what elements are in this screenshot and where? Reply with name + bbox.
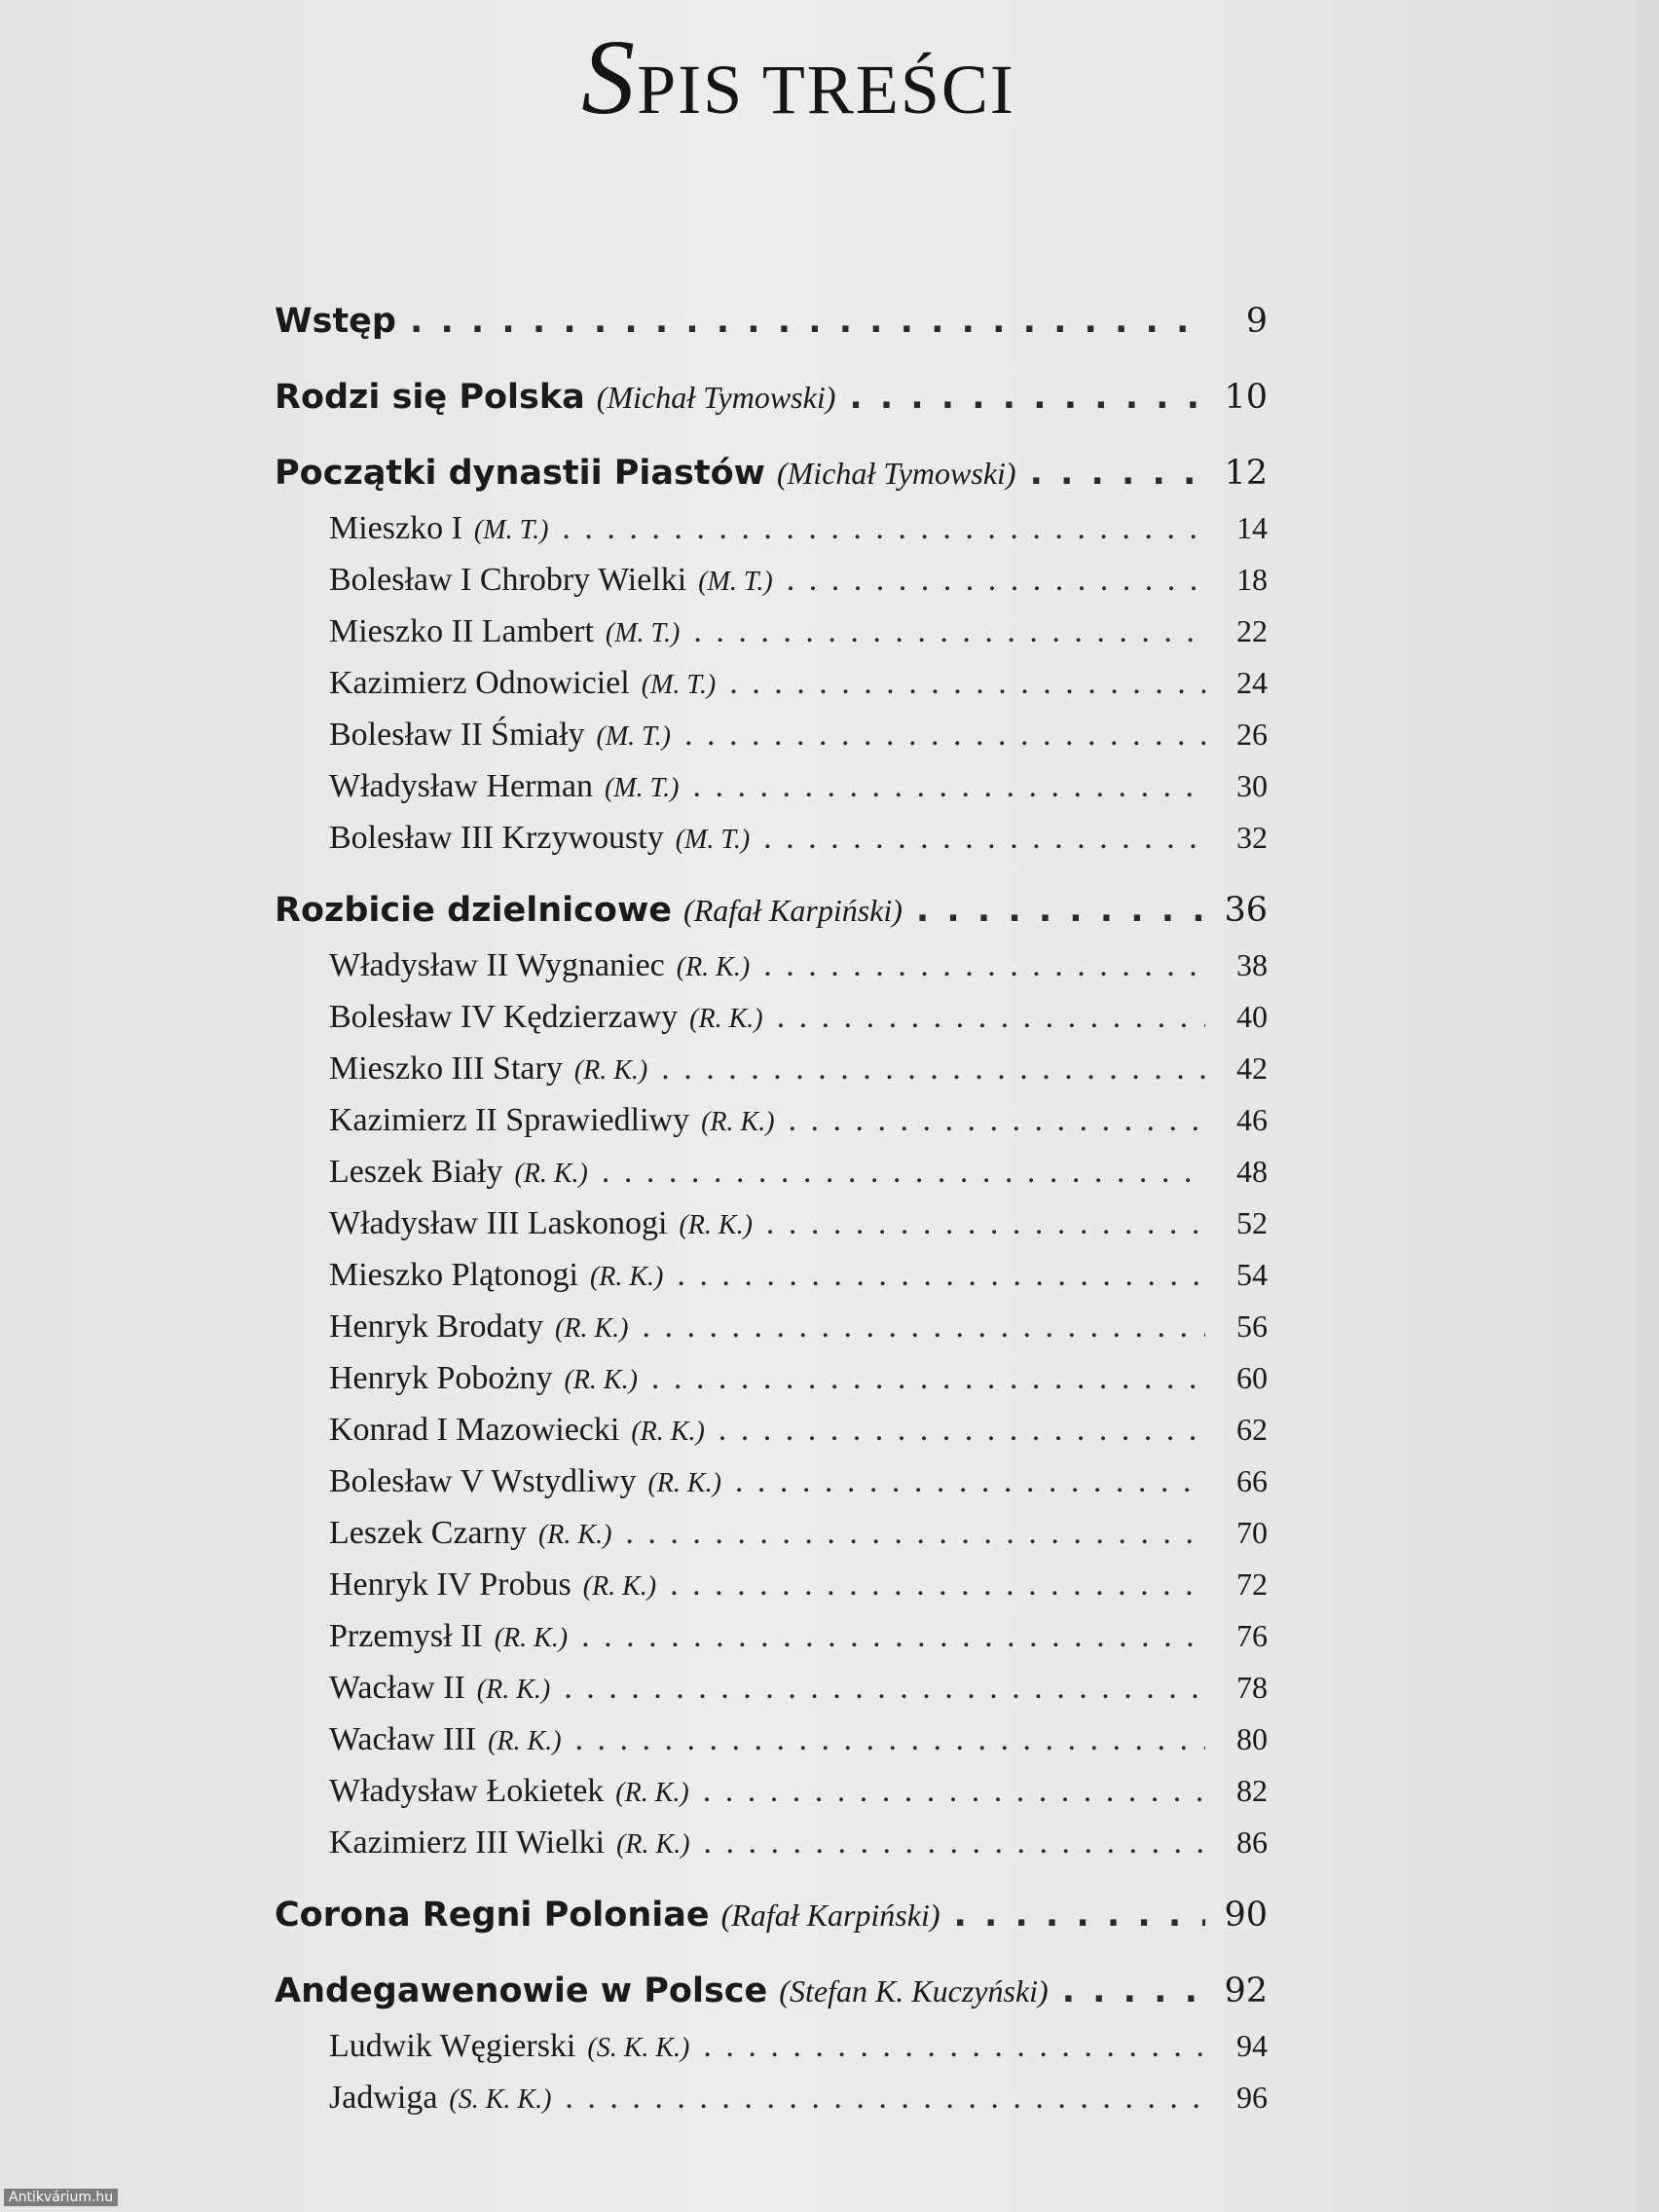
toc-entry-author: (Michał Tymowski): [596, 380, 836, 415]
toc-entry-author: (R. K.): [615, 1778, 689, 1808]
toc-entry-author: (M. T.): [605, 618, 681, 648]
dot-leader: [703, 1765, 1205, 1817]
toc-entry-title: Władysław III Laskonogi: [329, 1205, 668, 1241]
toc-entry-author: (R. K.): [514, 1159, 588, 1189]
toc-entry-title: Wacław II: [329, 1670, 465, 1706]
toc-entry-title: Mieszko II Lambert: [329, 613, 594, 649]
toc-page-number: 30: [1236, 768, 1268, 803]
toc-entry-author: (R. K.): [573, 1055, 648, 1086]
toc-entry-title: Mieszko III Stary: [329, 1051, 563, 1087]
toc-subentry-row: [275, 1507, 1268, 1559]
dot-leader: [763, 940, 1205, 991]
page-title: [0, 18, 1597, 136]
toc-entry-author: (M. T.): [604, 773, 680, 803]
toc-chapter-row: [275, 1962, 1268, 2020]
dot-leader: [677, 1249, 1205, 1301]
toc-page-number: 42: [1236, 1051, 1268, 1086]
title-rest: PIS TREŚCI: [637, 51, 1015, 129]
toc-subentry-row: [275, 1094, 1268, 1146]
dot-leader: [777, 991, 1205, 1043]
dot-leader: [1062, 1962, 1205, 2020]
title-initial: S: [581, 18, 638, 136]
toc-entry-author: (R. K.): [616, 1829, 690, 1860]
toc-subentry-row: [275, 2020, 1268, 2072]
toc-page-number: 92: [1224, 1972, 1268, 2010]
toc-entry-title: Kazimierz Odnowiciel: [329, 665, 630, 701]
dot-leader: [789, 1094, 1205, 1146]
toc-entry-title: Początki dynastii Piastów: [275, 454, 765, 493]
toc-entry-title: Mieszko Plątonogi: [329, 1257, 578, 1293]
toc-entry-author: (R. K.): [589, 1262, 664, 1292]
toc-entry-author: (R. K.): [689, 1004, 763, 1034]
toc-page-number: 48: [1236, 1154, 1268, 1189]
toc-entry-author: (R. K.): [555, 1313, 629, 1344]
dot-leader: [763, 812, 1205, 864]
toc-page-number: 52: [1236, 1205, 1268, 1240]
toc-page-number: 76: [1236, 1618, 1268, 1653]
toc-page-number: 96: [1236, 2080, 1268, 2115]
toc-page-number: 54: [1236, 1257, 1268, 1292]
toc-entry-author: (Rafał Karpiński): [683, 893, 903, 928]
toc-entry-author: (R. K.): [476, 1675, 551, 1705]
toc-entry-title: Kazimierz II Sprawiedliwy: [329, 1102, 690, 1138]
dot-leader: [651, 1352, 1205, 1404]
dot-leader: [625, 1507, 1205, 1559]
toc-page-number: 72: [1236, 1567, 1268, 1602]
toc-entry-author: (M. T.): [698, 567, 773, 597]
dot-leader: [410, 292, 1205, 350]
toc-entry-title: Corona Regni Poloniae: [275, 1896, 710, 1935]
toc-page-number: 80: [1236, 1721, 1268, 1756]
toc-subentry-row: [275, 657, 1268, 709]
toc-subentry-row: [275, 1352, 1268, 1404]
dot-leader: [849, 368, 1205, 426]
toc-chapter-row: [275, 444, 1268, 502]
toc-entry-author: (M. T.): [641, 670, 717, 700]
toc-subentry-row: [275, 554, 1268, 606]
toc-page-number: 82: [1236, 1773, 1268, 1808]
dot-leader: [693, 606, 1205, 657]
toc-entry-title: Wacław III: [329, 1721, 477, 1757]
dot-leader: [581, 1610, 1205, 1662]
toc-page-number: 40: [1236, 999, 1268, 1034]
dot-leader: [575, 1714, 1205, 1765]
toc-entry-title: Bolesław IV Kędzierzawy: [329, 999, 679, 1035]
dot-leader: [704, 1817, 1205, 1868]
toc-page-number: 62: [1236, 1412, 1268, 1447]
toc-entry-title: Ludwik Węgierski: [329, 2028, 576, 2064]
dot-leader: [564, 1662, 1205, 1714]
dot-leader: [562, 502, 1205, 554]
toc-entry-title: Leszek Biały: [329, 1154, 503, 1190]
dot-leader: [735, 1456, 1205, 1507]
toc-page-number: 36: [1224, 891, 1268, 930]
toc-entry-author: (M. T.): [675, 825, 751, 855]
dot-leader: [787, 554, 1205, 606]
toc-chapter-row: [275, 368, 1268, 426]
toc-entry-title: Rozbicie dzielnicowe: [275, 891, 673, 930]
toc-subentry-row: [275, 1765, 1268, 1817]
toc-page-number: 46: [1236, 1102, 1268, 1137]
dot-leader: [684, 709, 1205, 760]
toc-page-number: 22: [1236, 613, 1268, 648]
toc-page-number: 32: [1236, 820, 1268, 855]
toc-entry-title: Władysław Herman: [329, 768, 593, 804]
toc-page-number: 70: [1236, 1515, 1268, 1550]
toc-entry-title: Bolesław V Wstydliwy: [329, 1463, 637, 1499]
toc-entry-author: (R. K.): [537, 1520, 612, 1550]
toc-chapter-row: [275, 881, 1268, 940]
toc-entry-author: (R. K.): [679, 1210, 753, 1240]
toc-subentry-row: [275, 502, 1268, 554]
toc-page-number: 90: [1224, 1896, 1268, 1935]
toc-entry-title: Konrad I Mazowiecki: [329, 1412, 620, 1448]
toc-subentry-row: [275, 606, 1268, 657]
dot-leader: [692, 760, 1205, 812]
dot-leader: [661, 1043, 1205, 1094]
toc-subentry-row: [275, 1301, 1268, 1352]
toc-subentry-row: [275, 2072, 1268, 2123]
dot-leader: [642, 1301, 1205, 1352]
toc-entry-author: (Stefan K. Kuczyński): [779, 1973, 1049, 2009]
toc-page-number: 86: [1236, 1825, 1268, 1860]
toc-entry-title: Rodzi się Polska: [275, 378, 585, 417]
toc-page-number: 66: [1236, 1463, 1268, 1498]
toc-subentry-row: [275, 1146, 1268, 1198]
toc-subentry-row: [275, 1043, 1268, 1094]
toc-entry-author: (Rafał Karpiński): [720, 1898, 940, 1933]
dot-leader: [719, 1404, 1205, 1456]
toc-subentry-row: [275, 940, 1268, 991]
toc-entry-author: (R. K.): [631, 1417, 705, 1447]
toc-entry-author: (S. K. K.): [449, 2084, 552, 2115]
toc-subentry-row: [275, 1249, 1268, 1301]
toc-entry-author: (R. K.): [494, 1623, 569, 1653]
toc-entry-author: (M. T.): [596, 721, 671, 752]
toc-page-number: 12: [1224, 454, 1268, 493]
toc-entry-title: Przemysł II: [329, 1618, 483, 1654]
toc-page-number: 78: [1236, 1670, 1268, 1705]
toc-subentry-row: [275, 1817, 1268, 1868]
dot-leader: [670, 1559, 1205, 1610]
toc-subentry-row: [275, 709, 1268, 760]
toc-entry-title: Bolesław II Śmiały: [329, 717, 585, 753]
toc-entry-title: Mieszko I: [329, 510, 462, 546]
toc-page-number: 60: [1236, 1360, 1268, 1395]
dot-leader: [1030, 444, 1205, 502]
dot-leader: [602, 1146, 1205, 1198]
toc-entry-author: (R. K.): [488, 1726, 562, 1756]
watermark: Antikvárium.hu: [4, 2189, 118, 2206]
toc-entry-title: Henryk IV Probus: [329, 1567, 571, 1603]
toc-page-number: 24: [1236, 665, 1268, 700]
toc-page-number: 38: [1236, 947, 1268, 982]
toc-subentry-row: [275, 1610, 1268, 1662]
toc-entry-title: Kazimierz III Wielki: [329, 1825, 606, 1861]
toc-chapter-row: [275, 1886, 1268, 1944]
dot-leader: [729, 657, 1205, 709]
toc-entry-title: Bolesław I Chrobry Wielki: [329, 562, 687, 598]
toc-page-number: 18: [1236, 562, 1268, 597]
toc-chapter-row: [275, 292, 1268, 350]
toc-entry-title: Jadwiga: [329, 2080, 438, 2116]
toc-entry-author: (R. K.): [564, 1365, 638, 1395]
toc-page-number: 14: [1236, 510, 1268, 545]
toc-entry-title: Andegawenowie w Polsce: [275, 1972, 768, 2010]
toc-entry-title: Władysław II Wygnaniec: [329, 947, 665, 983]
toc-subentry-row: [275, 1559, 1268, 1610]
dot-leader: [703, 2020, 1205, 2072]
toc-page-number: 9: [1245, 302, 1268, 341]
dot-leader: [565, 2072, 1205, 2123]
toc-entry-title: Leszek Czarny: [329, 1515, 527, 1551]
toc-entry-title: Bolesław III Krzywousty: [329, 820, 664, 856]
toc-entry-author: (R. K.): [647, 1468, 721, 1498]
toc-subentry-row: [275, 1198, 1268, 1249]
toc-entry-title: Henryk Brodaty: [329, 1309, 544, 1345]
toc-entry-author: (R. K.): [701, 1107, 775, 1137]
dot-leader: [916, 881, 1205, 940]
toc-subentry-row: [275, 760, 1268, 812]
dot-leader: [953, 1886, 1205, 1944]
toc-entry-author: (S. K. K.): [587, 2033, 690, 2063]
toc-page-number: 10: [1224, 378, 1268, 417]
table-of-contents: [275, 292, 1268, 2123]
toc-page-number: 26: [1236, 717, 1268, 752]
toc-subentry-row: [275, 1662, 1268, 1714]
toc-subentry-row: [275, 1404, 1268, 1456]
toc-entry-author: (R. K.): [582, 1571, 657, 1602]
toc-entry-title: Władysław Łokietek: [329, 1773, 605, 1809]
toc-subentry-row: [275, 1714, 1268, 1765]
toc-subentry-row: [275, 991, 1268, 1043]
toc-entry-title: Henryk Pobożny: [329, 1360, 553, 1396]
toc-page-number: 94: [1236, 2028, 1268, 2063]
toc-subentry-row: [275, 1456, 1268, 1507]
toc-subentry-row: [275, 812, 1268, 864]
toc-entry-author: (R. K.): [676, 952, 751, 982]
dot-leader: [766, 1198, 1205, 1249]
toc-page-number: 56: [1236, 1309, 1268, 1344]
toc-entry-title: Wstęp: [275, 302, 396, 341]
toc-entry-author: (Michał Tymowski): [776, 456, 1016, 491]
toc-entry-author: (M. T.): [473, 515, 549, 545]
